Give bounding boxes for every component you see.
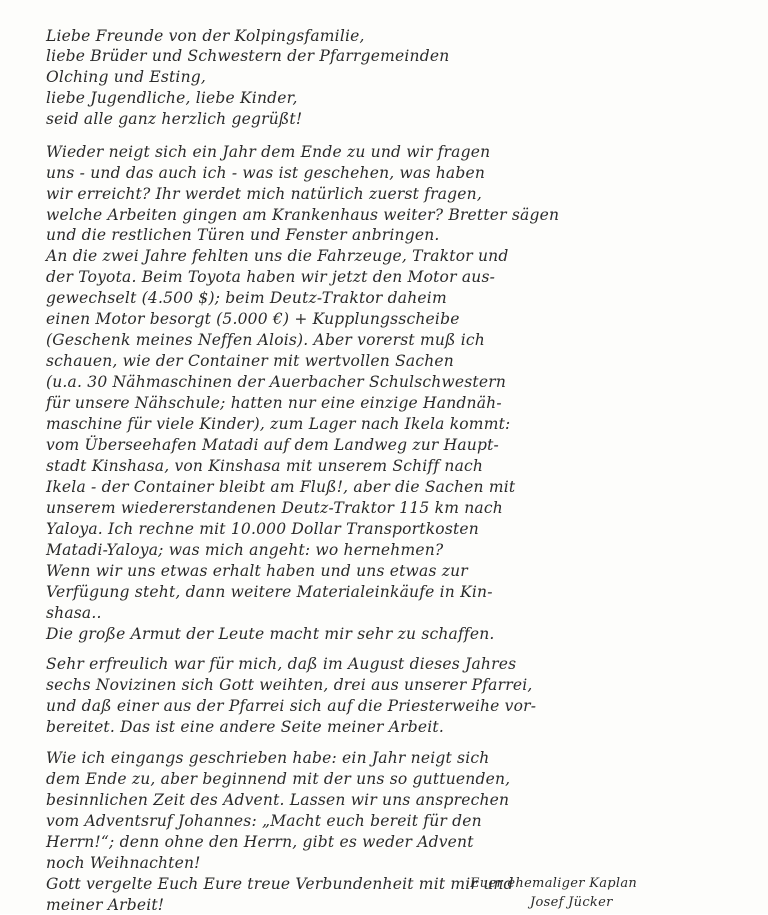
closing-phrase: Euer ehemaliger Kaplan — [470, 876, 638, 891]
body-line: Wenn wir uns etwas erhalt haben und uns etwas zur — [46, 562, 468, 580]
greeting-line: Liebe Freunde von der Kolpingsfamilie, — [46, 27, 365, 45]
body-line: sechs Novizinen sich Gott weihten, drei aus unserer Pfarrei, — [46, 676, 533, 694]
body-line: noch Weihnachten! — [46, 854, 201, 872]
signature: Josef Jücker — [530, 895, 613, 910]
body-line: meiner Arbeit! — [46, 896, 165, 914]
body-line: Sehr erfreulich war für mich, daß im August dieses Jahres — [46, 655, 517, 673]
body-line: einen Motor besorgt (5.000 €) + Kupplungsscheibe — [46, 310, 460, 328]
body-line: und daß einer aus der Pfarrei sich auf die Priesterweihe vor- — [46, 697, 537, 715]
body-line: gewechselt (4.500 $); beim Deutz-Traktor daheim — [46, 289, 447, 307]
body-line: maschine für viele Kinder), zum Lager nach Ikela kommt: — [46, 415, 511, 433]
body-line: uns - und das auch ich - was ist geschehen, was haben — [46, 164, 486, 182]
body-line: Die große Armut der Leute macht mir sehr zu schaffen. — [46, 625, 495, 643]
greeting-line: Olching und Esting, — [46, 68, 207, 86]
greeting-line: seid alle ganz herzlich gegrüßt! — [46, 110, 303, 128]
body-line: (Geschenk meines Neffen Alois). Aber vorerst muß ich — [46, 331, 485, 349]
greeting-line: liebe Jugendliche, liebe Kinder, — [46, 89, 298, 107]
body-line: der Toyota. Beim Toyota haben wir jetzt den Motor aus- — [46, 268, 496, 286]
body-line: Matadi-Yaloya; was mich angeht: wo hernehmen? — [46, 541, 444, 559]
body-line: Verfügung steht, dann weitere Materialeinkäufe in Kin- — [46, 583, 493, 601]
body-line: (u.a. 30 Nähmaschinen der Auerbacher Schulschwestern — [46, 373, 507, 391]
body-line: Gott vergelte Euch Eure treue Verbundenheit mit mir und — [46, 875, 514, 893]
body-line: bereitet. Das ist eine andere Seite meiner Arbeit. — [46, 718, 444, 736]
body-line: shasa.. — [46, 604, 102, 622]
body-line: vom Überseehafen Matadi auf dem Landweg zur Haupt- — [46, 436, 499, 454]
body-line: wir erreicht? Ihr werdet mich natürlich zuerst fragen, — [46, 185, 482, 203]
body-line: Yaloya. Ich rechne mit 10.000 Dollar Transportkosten — [46, 520, 479, 538]
body-line: An die zwei Jahre fehlten uns die Fahrzeuge, Traktor und — [46, 247, 509, 265]
body-line: dem Ende zu, aber beginnend mit der uns so guttuenden, — [46, 770, 511, 788]
body-line: vom Adventsruf Johannes: „Macht euch bereit für den — [46, 812, 482, 830]
body-line: für unsere Nähschule; hatten nur eine einzige Handnäh- — [46, 394, 502, 412]
body-line: Herrn!“; denn ohne den Herrn, gibt es weder Advent — [46, 833, 474, 851]
body-line: Wieder neigt sich ein Jahr dem Ende zu und wir fragen — [46, 143, 491, 161]
body-line: unserem wiedererstandenen Deutz-Traktor 115 km nach — [46, 499, 503, 517]
body-line: Ikela - der Container bleibt am Fluß!, aber die Sachen mit — [46, 478, 516, 496]
body-line: stadt Kinshasa, von Kinshasa mit unserem Schiff nach — [46, 457, 484, 475]
body-line: welche Arbeiten gingen am Krankenhaus weiter? Bretter sägen — [46, 206, 560, 224]
body-line: besinnlichen Zeit des Advent. Lassen wir uns ansprechen — [46, 791, 510, 809]
greeting-line: liebe Brüder und Schwestern der Pfarrgemeinden — [46, 47, 450, 65]
body-line: und die restlichen Türen und Fenster anbringen. — [46, 226, 440, 244]
body-line: schauen, wie der Container mit wertvollen Sachen — [46, 352, 454, 370]
body-line: Wie ich eingangs geschrieben habe: ein Jahr neigt sich — [46, 749, 490, 767]
